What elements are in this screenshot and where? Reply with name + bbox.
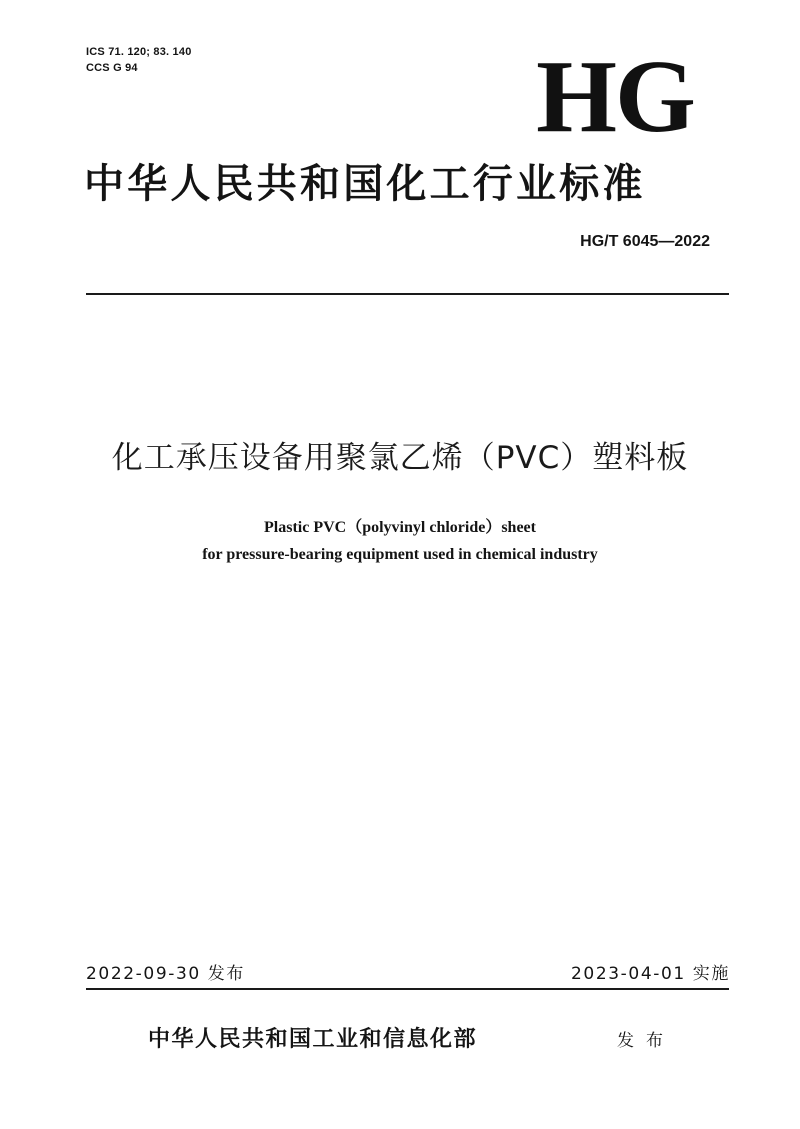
- document-title-en-line1: Plastic PVC（polyvinyl chloride）sheet: [264, 519, 536, 536]
- issue-date: 2022-09-30 发布: [86, 964, 245, 984]
- document-title-en-line2: for pressure-bearing equipment used in chemical industry: [202, 546, 598, 563]
- top-divider: [86, 293, 729, 295]
- implementation-date: 2023-04-01 实施: [571, 964, 730, 984]
- bottom-divider: [86, 988, 729, 990]
- hg-logo: HG: [536, 39, 694, 154]
- ics-code: ICS 71. 120; 83. 140: [86, 46, 192, 58]
- ccs-code: CCS G 94: [86, 62, 138, 74]
- document-title-cn: 化工承压设备用聚氯乙烯（PVC）塑料板: [111, 440, 689, 476]
- issuing-authority: 中华人民共和国工业和信息化部: [148, 1027, 478, 1052]
- issuer-suffix: 发布: [617, 1031, 675, 1051]
- standard-title: 中华人民共和国化工行业标准: [84, 161, 646, 207]
- standard-number: HG/T 6045—2022: [580, 233, 710, 250]
